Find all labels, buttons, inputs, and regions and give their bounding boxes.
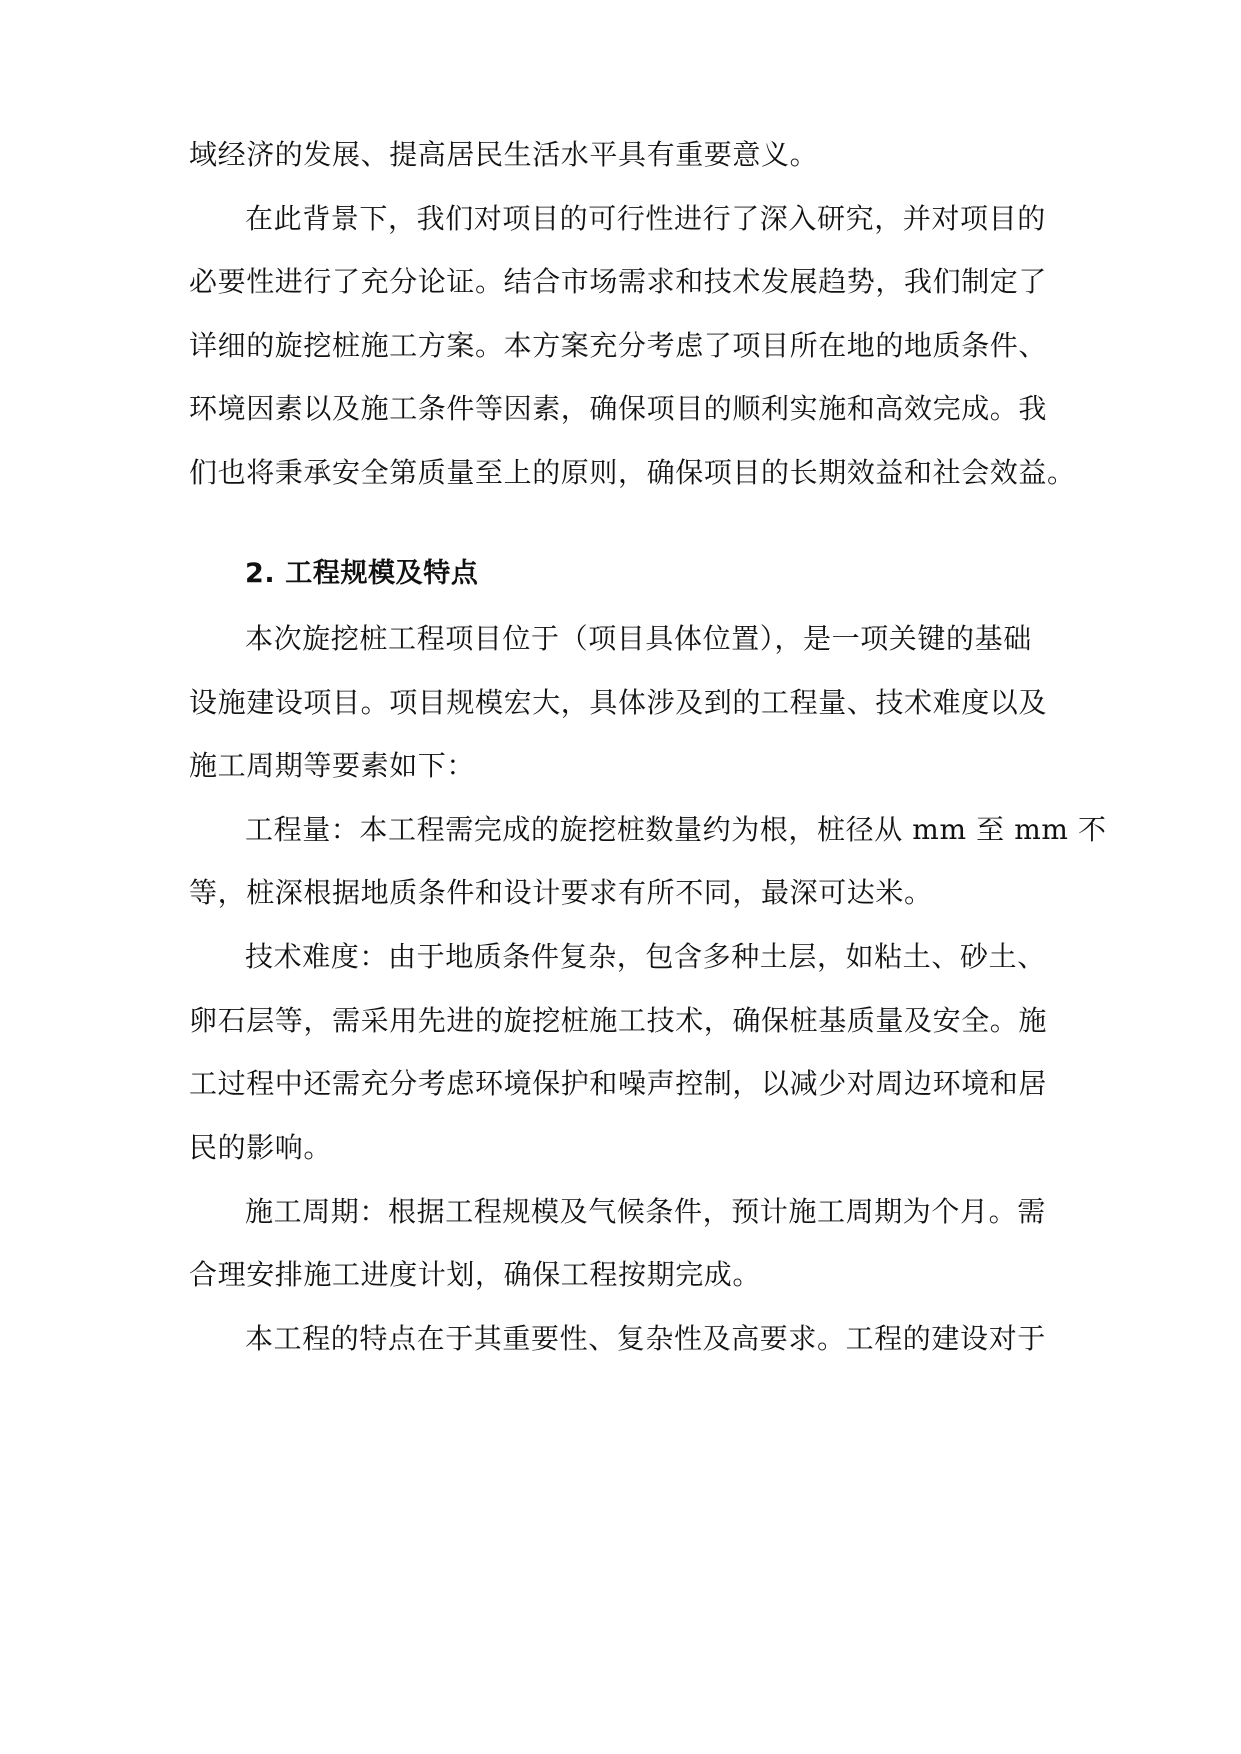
paragraph-line: 工程量：本工程需完成的旋挖桩数量约为根，桩径从 mm 至 mm 不 [245,813,1107,846]
paragraph-continuation: 域经济的发展、提高居民生活水平具有重要意义。 [189,138,819,171]
paragraph-line: 民的影响。 [189,1131,333,1164]
paragraph-line: 施工周期：根据工程规模及气候条件，预计施工周期为个月。需 [245,1195,1046,1228]
paragraph-line: 必要性进行了充分论证。结合市场需求和技术发展趋势，我们制定了 [189,265,1048,298]
paragraph-line: 本工程的特点在于其重要性、复杂性及高要求。工程的建设对于 [245,1322,1046,1355]
paragraph-line: 工过程中还需充分考虑环境保护和噪声控制，以减少对周边环境和居 [189,1067,1048,1100]
paragraph-line: 施工周期等要素如下： [189,749,476,782]
section-heading: 2. 工程规模及特点 [245,558,479,589]
paragraph-line: 们也将秉承安全第质量至上的原则，确保项目的长期效益和社会效益。 [189,456,1076,489]
paragraph-line: 环境因素以及施工条件等因素，确保项目的顺利实施和高效完成。我 [189,392,1048,425]
paragraph-line: 卵石层等，需采用先进的旋挖桩施工技术，确保桩基质量及安全。施 [189,1004,1048,1037]
paragraph-line: 在此背景下，我们对项目的可行性进行了深入研究，并对项目的 [245,202,1046,235]
paragraph-line: 等，桩深根据地质条件和设计要求有所不同，最深可达米。 [189,876,933,909]
paragraph-line: 本次旋挖桩工程项目位于（项目具体位置），是一项关键的基础 [245,622,1032,655]
paragraph-line: 合理安排施工进度计划，确保工程按期完成。 [189,1258,762,1291]
paragraph-line: 设施建设项目。项目规模宏大，具体涉及到的工程量、技术难度以及 [189,686,1048,719]
paragraph-line: 详细的旋挖桩施工方案。本方案充分考虑了项目所在地的地质条件、 [189,329,1048,362]
paragraph-line: 技术难度：由于地质条件复杂，包含多种土层，如粘土、砂土、 [245,940,1046,973]
